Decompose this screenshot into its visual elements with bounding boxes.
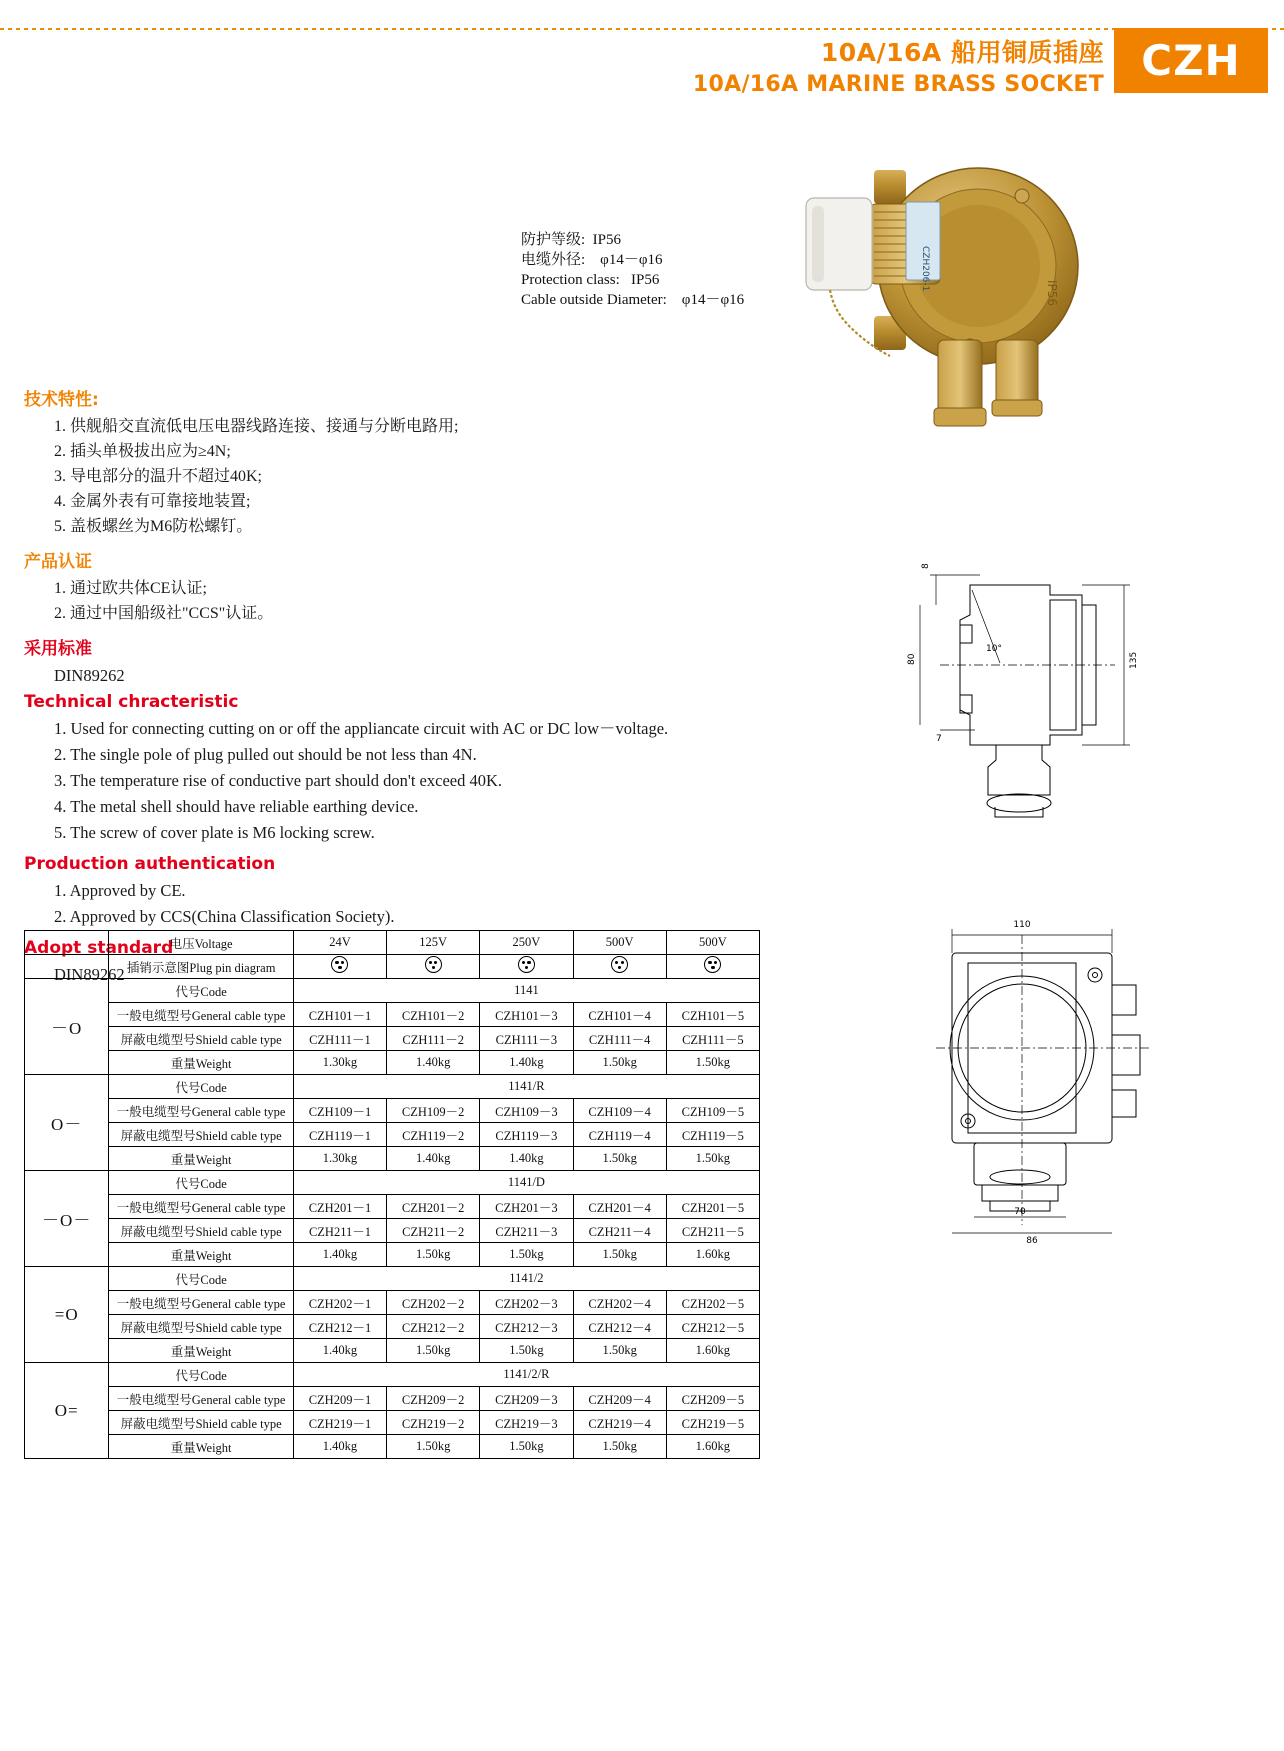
cell: 1.40kg (293, 1339, 386, 1363)
row-label-general: 一般电缆型号General cable type (109, 1195, 293, 1219)
cell: 1.40kg (480, 1051, 573, 1075)
cell: CZH201－2 (387, 1195, 480, 1219)
table-row (25, 979, 760, 1003)
row-label-general: 一般电缆型号General cable type (109, 1291, 293, 1315)
cell: 1.50kg (480, 1243, 573, 1267)
group-symbol-4: =O (25, 1267, 109, 1363)
protection-spec-block (521, 230, 744, 310)
cell: CZH211－1 (293, 1219, 386, 1243)
tech-cn-block (24, 385, 784, 539)
cell: CZH101－5 (666, 1003, 759, 1027)
cell: 1.50kg (666, 1147, 759, 1171)
table-row (25, 1171, 760, 1195)
cell: CZH111－2 (387, 1027, 480, 1051)
row-label-code: 代号Code (109, 1171, 293, 1195)
spec-line-3: Protection class: IP56 (521, 272, 660, 288)
cell: 1.50kg (387, 1243, 480, 1267)
tech-en-title: Technical chracteristic (24, 692, 239, 712)
spec-line-1: 防护等级: IP56 (521, 232, 622, 248)
dim-angle: 10° (986, 644, 1002, 654)
table-row (25, 1435, 760, 1459)
cell: CZH219－3 (480, 1411, 573, 1435)
cell: 1.50kg (573, 1147, 666, 1171)
cell: CZH119－3 (480, 1123, 573, 1147)
cell: CZH209－2 (387, 1387, 480, 1411)
table-row (25, 1027, 760, 1051)
tech-en-block (24, 692, 784, 846)
cell: 1.50kg (387, 1339, 480, 1363)
dim-135: 135 (1129, 651, 1139, 669)
table-row (25, 1003, 760, 1027)
group-symbol-5: O= (25, 1363, 109, 1459)
voltage-4: 500V (573, 931, 666, 955)
table-row (25, 1051, 760, 1075)
cell: 1.40kg (293, 1243, 386, 1267)
row-label-weight: 重量Weight (109, 1147, 293, 1171)
standard-en-title: Adopt standard (24, 938, 174, 958)
pin-diagram-3 (480, 955, 573, 979)
table-row (25, 1291, 760, 1315)
cert-en-block (24, 854, 784, 930)
cell: 1.30kg (293, 1147, 386, 1171)
cell: CZH212－2 (387, 1315, 480, 1339)
tech-en-list (24, 716, 784, 846)
group-code-1: 1141 (293, 979, 759, 1003)
product-code-badge: CZH (1114, 28, 1268, 93)
cell: 1.50kg (387, 1435, 480, 1459)
dim-86: 86 (1026, 1236, 1038, 1245)
row-label-weight: 重量Weight (109, 1243, 293, 1267)
list-item: 1. Approved by CE. (54, 881, 186, 900)
list-item: 4. 金属外表有可靠接地装置; (54, 493, 251, 510)
tech-cn-list (24, 414, 784, 539)
cell: CZH201－4 (573, 1195, 666, 1219)
dim-70: 70 (1014, 1207, 1026, 1217)
list-item: 3. The temperature rise of conductive part should don't exceed 40K. (54, 771, 503, 790)
row-label-code: 代号Code (109, 979, 293, 1003)
cert-cn-block (24, 547, 784, 626)
cell: 1.50kg (573, 1051, 666, 1075)
pin-diagram-1 (293, 955, 386, 979)
row-label-shield: 屏蔽电缆型号Shield cable type (109, 1027, 293, 1051)
cell: CZH101－3 (480, 1003, 573, 1027)
dim-8: 8 (921, 563, 931, 569)
header-dotted-rule (0, 28, 1284, 30)
cell: CZH201－1 (293, 1195, 386, 1219)
list-item: 1. 通过欧共体CE认证; (54, 580, 207, 597)
cell: CZH101－4 (573, 1003, 666, 1027)
cell: CZH219－2 (387, 1411, 480, 1435)
voltage-3: 250V (480, 931, 573, 955)
cell: CZH202－4 (573, 1291, 666, 1315)
row-label-code: 代号Code (109, 1363, 293, 1387)
cell: CZH119－2 (387, 1123, 480, 1147)
dim-7: 7 (936, 734, 942, 744)
cell: CZH109－5 (666, 1099, 759, 1123)
row-label-code: 代号Code (109, 1267, 293, 1291)
table-row (25, 1195, 760, 1219)
row-label-pin-diagram: 插销示意图Plug pin diagram (109, 955, 293, 979)
spec-line-2: 电缆外径: φ14－φ16 (521, 252, 663, 268)
cell: CZH101－1 (293, 1003, 386, 1027)
table-row-pin-diagram (25, 955, 760, 979)
cell: CZH202－1 (293, 1291, 386, 1315)
cell: CZH219－1 (293, 1411, 386, 1435)
cell: CZH202－2 (387, 1291, 480, 1315)
plug-pin-icon (331, 956, 348, 973)
cell: CZH211－2 (387, 1219, 480, 1243)
cell: 1.50kg (666, 1051, 759, 1075)
standard-en-value: DIN89262 (54, 965, 125, 984)
list-item: 4. The metal shell should have reliable earthing device. (54, 797, 419, 816)
voltage-1: 24V (293, 931, 386, 955)
cell: CZH119－5 (666, 1123, 759, 1147)
row-label-shield: 屏蔽电缆型号Shield cable type (109, 1123, 293, 1147)
pin-diagram-4 (573, 955, 666, 979)
cell: 1.60kg (666, 1339, 759, 1363)
cert-cn-list (24, 576, 784, 626)
cell: CZH119－1 (293, 1123, 386, 1147)
cell: 1.50kg (573, 1435, 666, 1459)
cell: 1.60kg (666, 1435, 759, 1459)
cell: 1.40kg (480, 1147, 573, 1171)
row-label-weight: 重量Weight (109, 1051, 293, 1075)
cell: CZH201－3 (480, 1195, 573, 1219)
cell: CZH209－3 (480, 1387, 573, 1411)
header-title-english: 10A/16A MARINE BRASS SOCKET (692, 72, 1104, 97)
cell: 1.40kg (293, 1435, 386, 1459)
cell: CZH201－5 (666, 1195, 759, 1219)
cell: CZH109－4 (573, 1099, 666, 1123)
cell: CZH209－4 (573, 1387, 666, 1411)
table-row (25, 1219, 760, 1243)
row-label-weight: 重量Weight (109, 1339, 293, 1363)
cell: 1.50kg (480, 1339, 573, 1363)
row-label-weight: 重量Weight (109, 1435, 293, 1459)
cell: CZH211－5 (666, 1219, 759, 1243)
cell: CZH212－4 (573, 1315, 666, 1339)
table-row-voltage (25, 931, 760, 955)
standard-cn-block (24, 634, 784, 688)
cell: 1.30kg (293, 1051, 386, 1075)
voltage-5: 500V (666, 931, 759, 955)
page-header (0, 0, 1284, 113)
cell: CZH219－5 (666, 1411, 759, 1435)
front-view-drawing (890, 905, 1180, 1245)
list-item: 2. 插头单极拔出应为≥4N; (54, 443, 231, 460)
header-title-chinese: 10A/16A 船用铜质插座 (820, 38, 1104, 67)
row-label-code: 代号Code (109, 1075, 293, 1099)
group-code-2: 1141/R (293, 1075, 759, 1099)
cell: CZH111－4 (573, 1027, 666, 1051)
cell: CZH109－3 (480, 1099, 573, 1123)
cell: 1.60kg (666, 1243, 759, 1267)
plug-pin-icon (611, 956, 628, 973)
cell: CZH111－5 (666, 1027, 759, 1051)
cell: CZH212－1 (293, 1315, 386, 1339)
table-row (25, 1315, 760, 1339)
plug-pin-icon (518, 956, 535, 973)
cell: CZH101－2 (387, 1003, 480, 1027)
plug-pin-icon (425, 956, 442, 973)
cell: CZH209－5 (666, 1387, 759, 1411)
cell: CZH119－4 (573, 1123, 666, 1147)
model-specification-table (24, 930, 760, 1459)
cell: 1.50kg (480, 1435, 573, 1459)
group-symbol-3: －O－ (25, 1171, 109, 1267)
group-code-3: 1141/D (293, 1171, 759, 1195)
plug-pin-icon (704, 956, 721, 973)
table-row (25, 1339, 760, 1363)
row-label-general: 一般电缆型号General cable type (109, 1099, 293, 1123)
tech-cn-title: 技术特性: (24, 390, 99, 410)
list-item: 1. Used for connecting cutting on or off the appliancate circuit with AC or DC low－voltage. (54, 719, 669, 738)
standard-cn-title: 采用标准 (24, 639, 92, 659)
row-label-shield: 屏蔽电缆型号Shield cable type (109, 1219, 293, 1243)
cell: CZH111－1 (293, 1027, 386, 1051)
svg-text:CZH206-1: CZH206-1 (920, 246, 930, 292)
cell: 1.50kg (573, 1339, 666, 1363)
cell: CZH209－1 (293, 1387, 386, 1411)
row-label-general: 一般电缆型号General cable type (109, 1387, 293, 1411)
cell: 1.40kg (387, 1051, 480, 1075)
dim-110: 110 (1013, 920, 1031, 930)
side-view-drawing (900, 545, 1180, 845)
pin-diagram-5 (666, 955, 759, 979)
list-item: 1. 供舰船交直流低电压电器线路连接、接通与分断电路用; (54, 418, 459, 435)
table-row (25, 1099, 760, 1123)
pin-diagram-2 (387, 955, 480, 979)
cell: 1.50kg (573, 1243, 666, 1267)
list-item: 5. 盖板螺丝为M6防松螺钉。 (54, 518, 253, 535)
table-row (25, 1123, 760, 1147)
row-label-shield: 屏蔽电缆型号Shield cable type (109, 1411, 293, 1435)
cell-empty (25, 931, 109, 955)
group-code-4: 1141/2 (293, 1267, 759, 1291)
table-row (25, 1075, 760, 1099)
table-row (25, 1363, 760, 1387)
dim-80: 80 (907, 653, 917, 665)
row-label-shield: 屏蔽电缆型号Shield cable type (109, 1315, 293, 1339)
row-label-general: 一般电缆型号General cable type (109, 1003, 293, 1027)
table-row (25, 1147, 760, 1171)
list-item: 3. 导电部分的温升不超过40K; (54, 468, 263, 485)
table-row (25, 1243, 760, 1267)
group-symbol-2: O－ (25, 1075, 109, 1171)
cell: CZH211－3 (480, 1219, 573, 1243)
table-row (25, 1411, 760, 1435)
group-symbol-1: －O (25, 979, 109, 1075)
cert-en-list (24, 878, 784, 930)
cell: CZH219－4 (573, 1411, 666, 1435)
cert-en-title: Production authentication (24, 854, 276, 874)
product-photo (790, 140, 1130, 460)
list-item: 5. The screw of cover plate is M6 locking screw. (54, 823, 375, 842)
standard-cn-value: DIN89262 (54, 666, 125, 685)
description-column (24, 385, 784, 991)
list-item: 2. The single pole of plug pulled out should be not less than 4N. (54, 745, 477, 764)
cell: CZH212－3 (480, 1315, 573, 1339)
cell: CZH111－3 (480, 1027, 573, 1051)
list-item: 2. 通过中国船级社"CCS"认证。 (54, 605, 274, 622)
spec-line-4: Cable outside Diameter: φ14－φ16 (521, 292, 745, 308)
row-label-voltage: 电压Voltage (109, 931, 293, 955)
cell: 1.40kg (387, 1147, 480, 1171)
table-row (25, 1267, 760, 1291)
cell: CZH202－3 (480, 1291, 573, 1315)
cert-cn-title: 产品认证 (24, 552, 92, 572)
cell: CZH109－2 (387, 1099, 480, 1123)
cell-empty (25, 955, 109, 979)
cell: CZH211－4 (573, 1219, 666, 1243)
cell: CZH202－5 (666, 1291, 759, 1315)
table-row (25, 1387, 760, 1411)
cell: CZH109－1 (293, 1099, 386, 1123)
svg-text:IP56: IP56 (1045, 280, 1059, 307)
cell: CZH212－5 (666, 1315, 759, 1339)
list-item: 2. Approved by CCS(China Classification Society). (54, 907, 395, 926)
group-code-5: 1141/2/R (293, 1363, 759, 1387)
voltage-2: 125V (387, 931, 480, 955)
